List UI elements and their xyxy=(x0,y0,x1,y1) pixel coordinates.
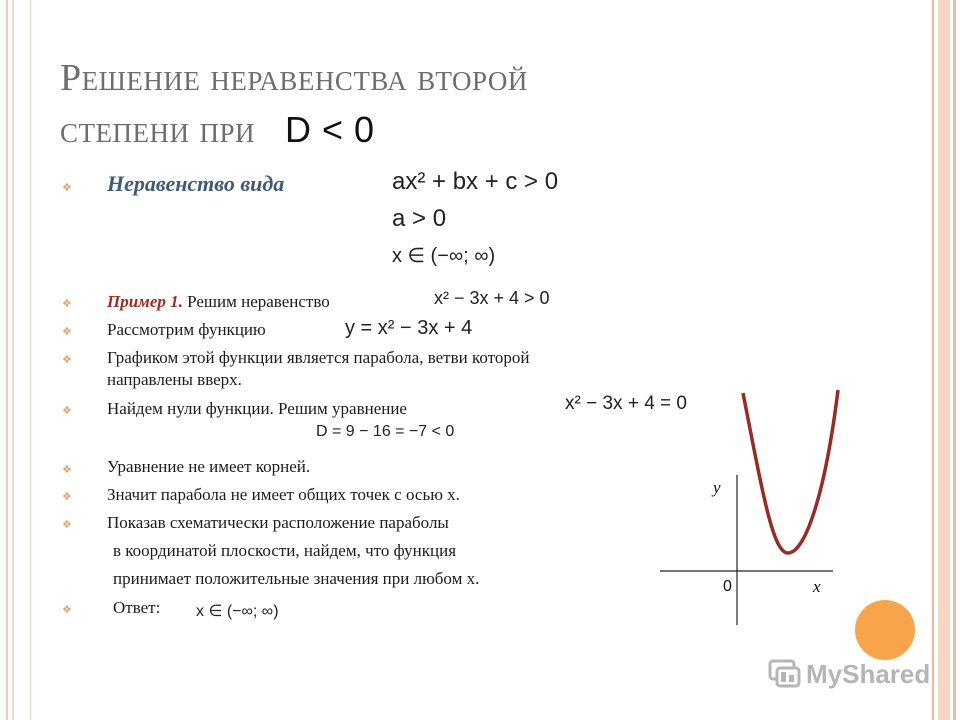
right-border-decoration xyxy=(930,0,960,720)
y-axis-label: y xyxy=(713,478,721,497)
no-roots-text: Уравнение не имеет корней. xyxy=(107,457,311,476)
decorative-circle xyxy=(855,600,915,660)
lead-formula-2: a > 0 xyxy=(392,205,447,232)
logo-text: MyShared xyxy=(806,658,931,689)
consider-text: Рассмотрим функцию xyxy=(107,320,266,339)
discriminant-formula: D = 9 − 16 = −7 < 0 xyxy=(316,423,455,440)
bullet-icon: ❖ xyxy=(62,491,72,503)
showing-line-2: в координатой плоскости, найдем, что функция xyxy=(113,541,457,560)
graph-description-line-1: Графиком этой функции является парабола, ветви которой xyxy=(107,348,530,367)
showing-line-3: принимает положительные значения при любом x. xyxy=(113,569,480,588)
answer-formula: x ∈ (−∞; ∞) xyxy=(196,603,279,620)
title-line-1: Решение неравенства второй xyxy=(60,57,528,99)
answer-label: Ответ: xyxy=(113,598,161,617)
bullet-icon: ❖ xyxy=(62,464,72,476)
bullet-icon: ❖ xyxy=(62,182,72,194)
bullet-icon: ❖ xyxy=(62,354,72,366)
example-line xyxy=(107,292,330,312)
parabola-graph xyxy=(655,385,855,630)
graph-description-line-2: направлены вверх. xyxy=(107,370,242,389)
title-line-2 xyxy=(60,104,760,156)
origin-label: 0 xyxy=(723,578,732,595)
example-text: Решим неравенство xyxy=(187,292,330,311)
example-label: Пример 1. xyxy=(107,292,183,311)
lead-formula-3: x ∈ (−∞; ∞) xyxy=(392,245,496,267)
myshared-logo-icon xyxy=(768,658,802,690)
example-formula: x² − 3x + 4 > 0 xyxy=(434,288,550,308)
bullet-icon: ❖ xyxy=(62,519,72,531)
title-condition-formula: D < 0 xyxy=(285,109,375,150)
parabola-curve xyxy=(743,390,838,553)
left-border-decoration xyxy=(0,0,36,720)
x-axis-label: x xyxy=(813,577,821,596)
lead-label: Неравенство вида xyxy=(107,171,285,196)
bullet-icon: ❖ xyxy=(62,405,72,417)
bullet-icon: ❖ xyxy=(62,604,72,616)
slide-title xyxy=(60,52,760,156)
zeros-formula: x² − 3x + 4 = 0 xyxy=(565,393,687,414)
title-line-2-text: степени при xyxy=(60,109,255,151)
consider-formula: y = x² − 3x + 4 xyxy=(345,317,473,339)
lead-formula-1: ax² + bx + c > 0 xyxy=(392,168,559,195)
zeros-text: Найдем нули функции. Решим уравнение xyxy=(107,399,407,418)
myshared-logo xyxy=(768,656,930,692)
bullet-icon: ❖ xyxy=(62,326,72,338)
no-common-points-text: Значит парабола не имеет общих точек с осью x. xyxy=(107,485,460,504)
showing-line-1: Показав схематически расположение параболы xyxy=(107,513,449,532)
bullet-icon: ❖ xyxy=(62,298,72,310)
